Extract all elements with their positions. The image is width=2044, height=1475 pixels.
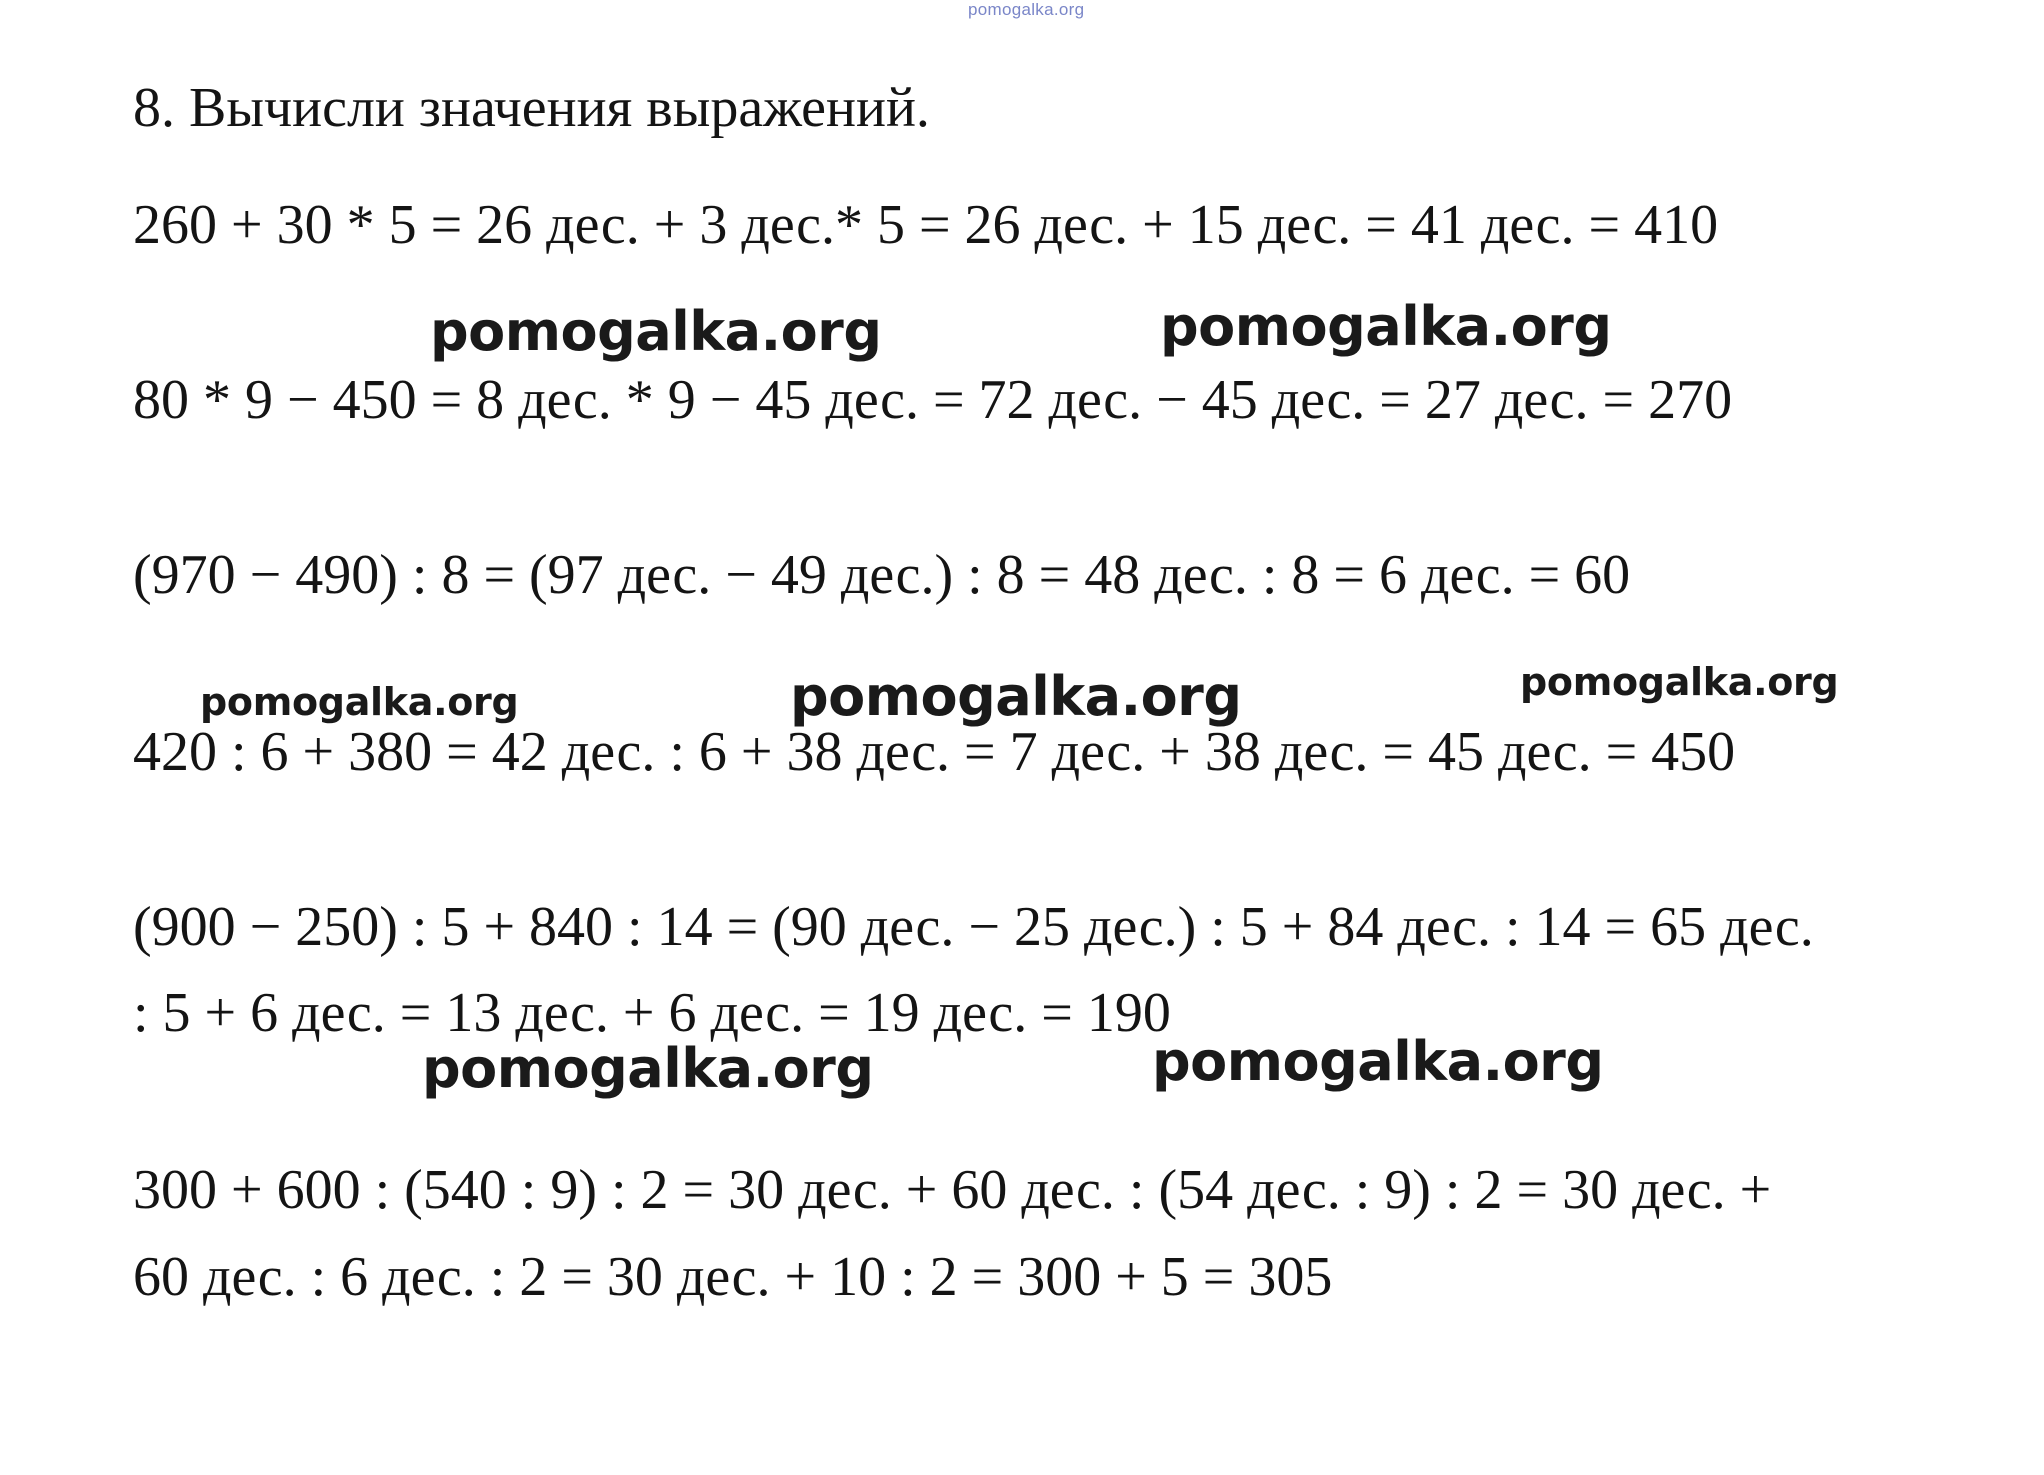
expression-line-5-continued: : 5 + 6 дес. = 13 дес. + 6 дес. = 19 дес. = 190 bbox=[133, 982, 1171, 1044]
expression-line-4: 420 : 6 + 380 = 42 дес. : 6 + 38 дес. = 7 дес. + 38 дес. = 45 дес. = 450 bbox=[133, 721, 1736, 783]
watermark-text: pomogalka.org bbox=[422, 1037, 874, 1100]
watermark-text: pomogalka.org bbox=[790, 665, 1242, 728]
watermark-text: pomogalka.org bbox=[1520, 660, 1839, 704]
expression-line-2: 80 * 9 − 450 = 8 дес. * 9 − 45 дес. = 72 дес. − 45 дес. = 27 дес. = 270 bbox=[133, 369, 1733, 431]
expression-line-6-continued: 60 дес. : 6 дес. : 2 = 30 дес. + 10 : 2 = 300 + 5 = 305 bbox=[133, 1246, 1333, 1308]
header-watermark: pomogalka.org bbox=[968, 0, 1085, 19]
exercise-title: 8. Вычисли значения выражений. bbox=[133, 77, 930, 139]
expression-line-6: 300 + 600 : (540 : 9) : 2 = 30 дес. + 60 дес. : (54 дес. : 9) : 2 = 30 дес. + bbox=[133, 1159, 1772, 1221]
watermark-text: pomogalka.org bbox=[1152, 1030, 1604, 1093]
expression-line-1: 260 + 30 * 5 = 26 дес. + 3 дес.* 5 = 26 дес. + 15 дес. = 41 дес. = 410 bbox=[133, 194, 1719, 256]
watermark-text: pomogalka.org bbox=[1160, 295, 1612, 358]
watermark-text: pomogalka.org bbox=[430, 300, 882, 363]
watermark-text: pomogalka.org bbox=[200, 680, 519, 724]
expression-line-5: (900 − 250) : 5 + 840 : 14 = (90 дес. − 25 дес.) : 5 + 84 дес. : 14 = 65 дес. bbox=[133, 896, 1814, 958]
expression-line-3: (970 − 490) : 8 = (97 дес. − 49 дес.) : 8 = 48 дес. : 8 = 6 дес. = 60 bbox=[133, 544, 1631, 606]
